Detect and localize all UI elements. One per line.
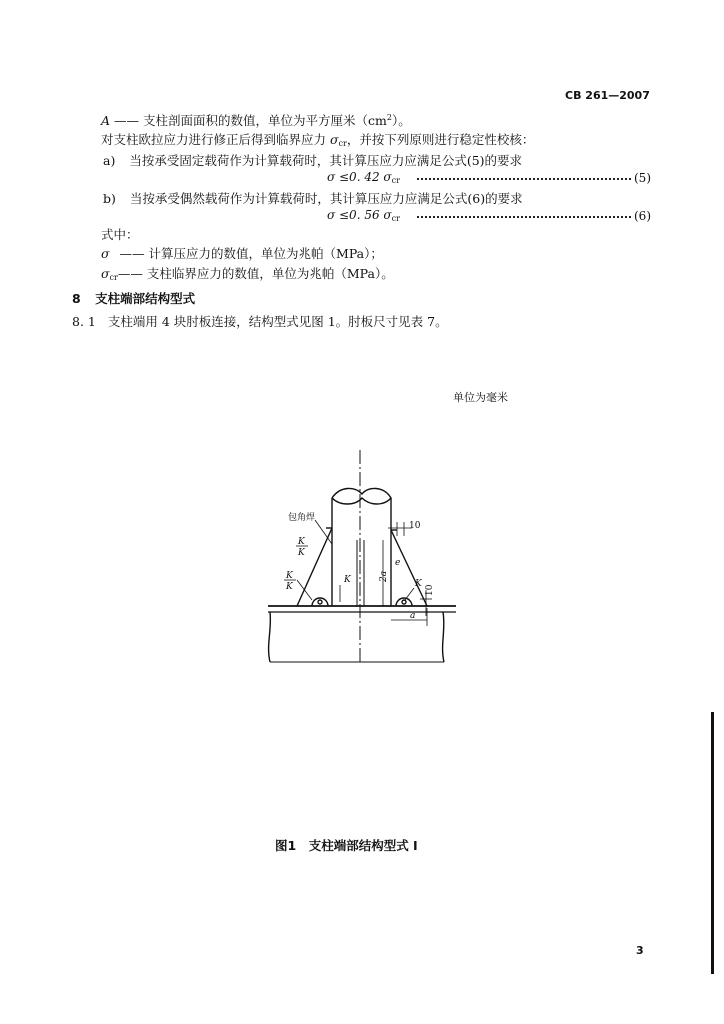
section-title: 支柱端部结构型式 [95,291,196,306]
symbol-a: A [101,113,111,128]
definition-a [101,110,411,129]
eq-number-6: (6) [634,209,651,223]
label-dim-10-top: 10 [409,521,421,531]
where-sigmacr-symbol: σ [101,266,110,281]
leader-dots-6 [417,216,631,218]
formula-6-sub: cr [391,214,400,223]
paragraph-correction [101,132,534,152]
break-line-right [443,612,444,662]
where-sigmacr-dash: —— [117,266,143,281]
label-dim-2a: 2a [379,570,389,582]
weld-dot-right [402,600,406,604]
clause-8-1 [72,314,448,330]
correction-text: 对支柱欧拉应力进行修正后得到临界应力 [101,132,327,147]
weld-dot-left [318,600,322,604]
figure-drawing [260,440,460,670]
page-number: 3 [636,944,644,957]
dash: —— [114,113,140,128]
label-k-2a: K [286,571,293,581]
item-a [103,153,522,169]
definition-a-text: 支柱剖面面积的数值，单位为平方厘米（cm [143,113,387,128]
sigma-subscript: cr [338,139,347,148]
break-line-left [269,612,271,662]
item-b [103,191,523,207]
formula-5-sub: cr [391,176,400,185]
where-sigma-symbol: σ [101,246,110,261]
clause-number: 8. 1 [72,314,96,329]
definition-a-text-end: ）。 [391,113,411,128]
item-a-marker: a) [103,153,116,168]
formula-6-lhs: σ ≤0. 56 [327,208,380,222]
label-k-1a: K [298,537,305,547]
label-k-1b: K [298,548,305,558]
where-sigmacr [101,266,394,286]
weld-right [396,598,412,606]
where-sigma [101,246,383,262]
exponent: 2 [386,113,392,122]
where-sigma-dash: —— [119,246,145,261]
leader-dots-5 [417,178,631,180]
formula-5-sigma: σ [383,170,392,184]
formula-5-lhs: σ ≤0. 42 [327,170,380,184]
formula-6 [327,208,400,223]
label-k-3: K [344,575,351,585]
where-sigmacr-text: 支柱临界应力的数值，单位为兆帕（MPa）。 [146,266,394,281]
label-dim-10-side: 10 [425,584,435,596]
scan-edge-mark [711,712,714,974]
section-number: 8 [72,291,81,306]
label-dim-e: e [395,558,401,568]
correction-text-end: ，并按下列原则进行稳定性校核： [346,132,535,147]
label-dim-a: a [410,611,416,621]
item-b-text: 当按承受偶然载荷作为计算载荷时，其计算压应力应满足公式(6)的要求 [129,191,523,206]
formula-6-sigma: σ [383,208,392,222]
leader-k-left [297,580,312,600]
where-sigmacr-sub: cr [109,273,118,282]
item-b-marker: b) [103,191,116,206]
column-break [332,488,391,504]
standard-code: CB 261—2007 [565,89,650,102]
label-k-2b: K [286,582,293,592]
label-k-4: K [415,579,422,589]
section-heading [72,289,195,307]
leader-k-right [405,588,414,600]
figure-caption: 图1 支柱端部结构型式 I [275,838,418,853]
formula-5 [327,170,400,185]
unit-note: 单位为毫米 [453,391,508,404]
label-baojiaohan: 包角焊 [288,513,316,523]
weld-left [312,598,328,606]
item-a-text: 当按承受固定载荷作为计算载荷时，其计算压应力应满足公式(5)的要求 [129,153,523,168]
where-label: 式中： [101,227,139,242]
eq-number-5: (5) [634,171,651,185]
sigma-symbol: σ [330,132,339,147]
clause-text: 支柱端用 4 块肘板连接，结构型式见图 1。肘板尺寸见表 7。 [107,314,448,329]
where-sigma-text: 计算压应力的数值，单位为兆帕（MPa）； [148,246,383,261]
